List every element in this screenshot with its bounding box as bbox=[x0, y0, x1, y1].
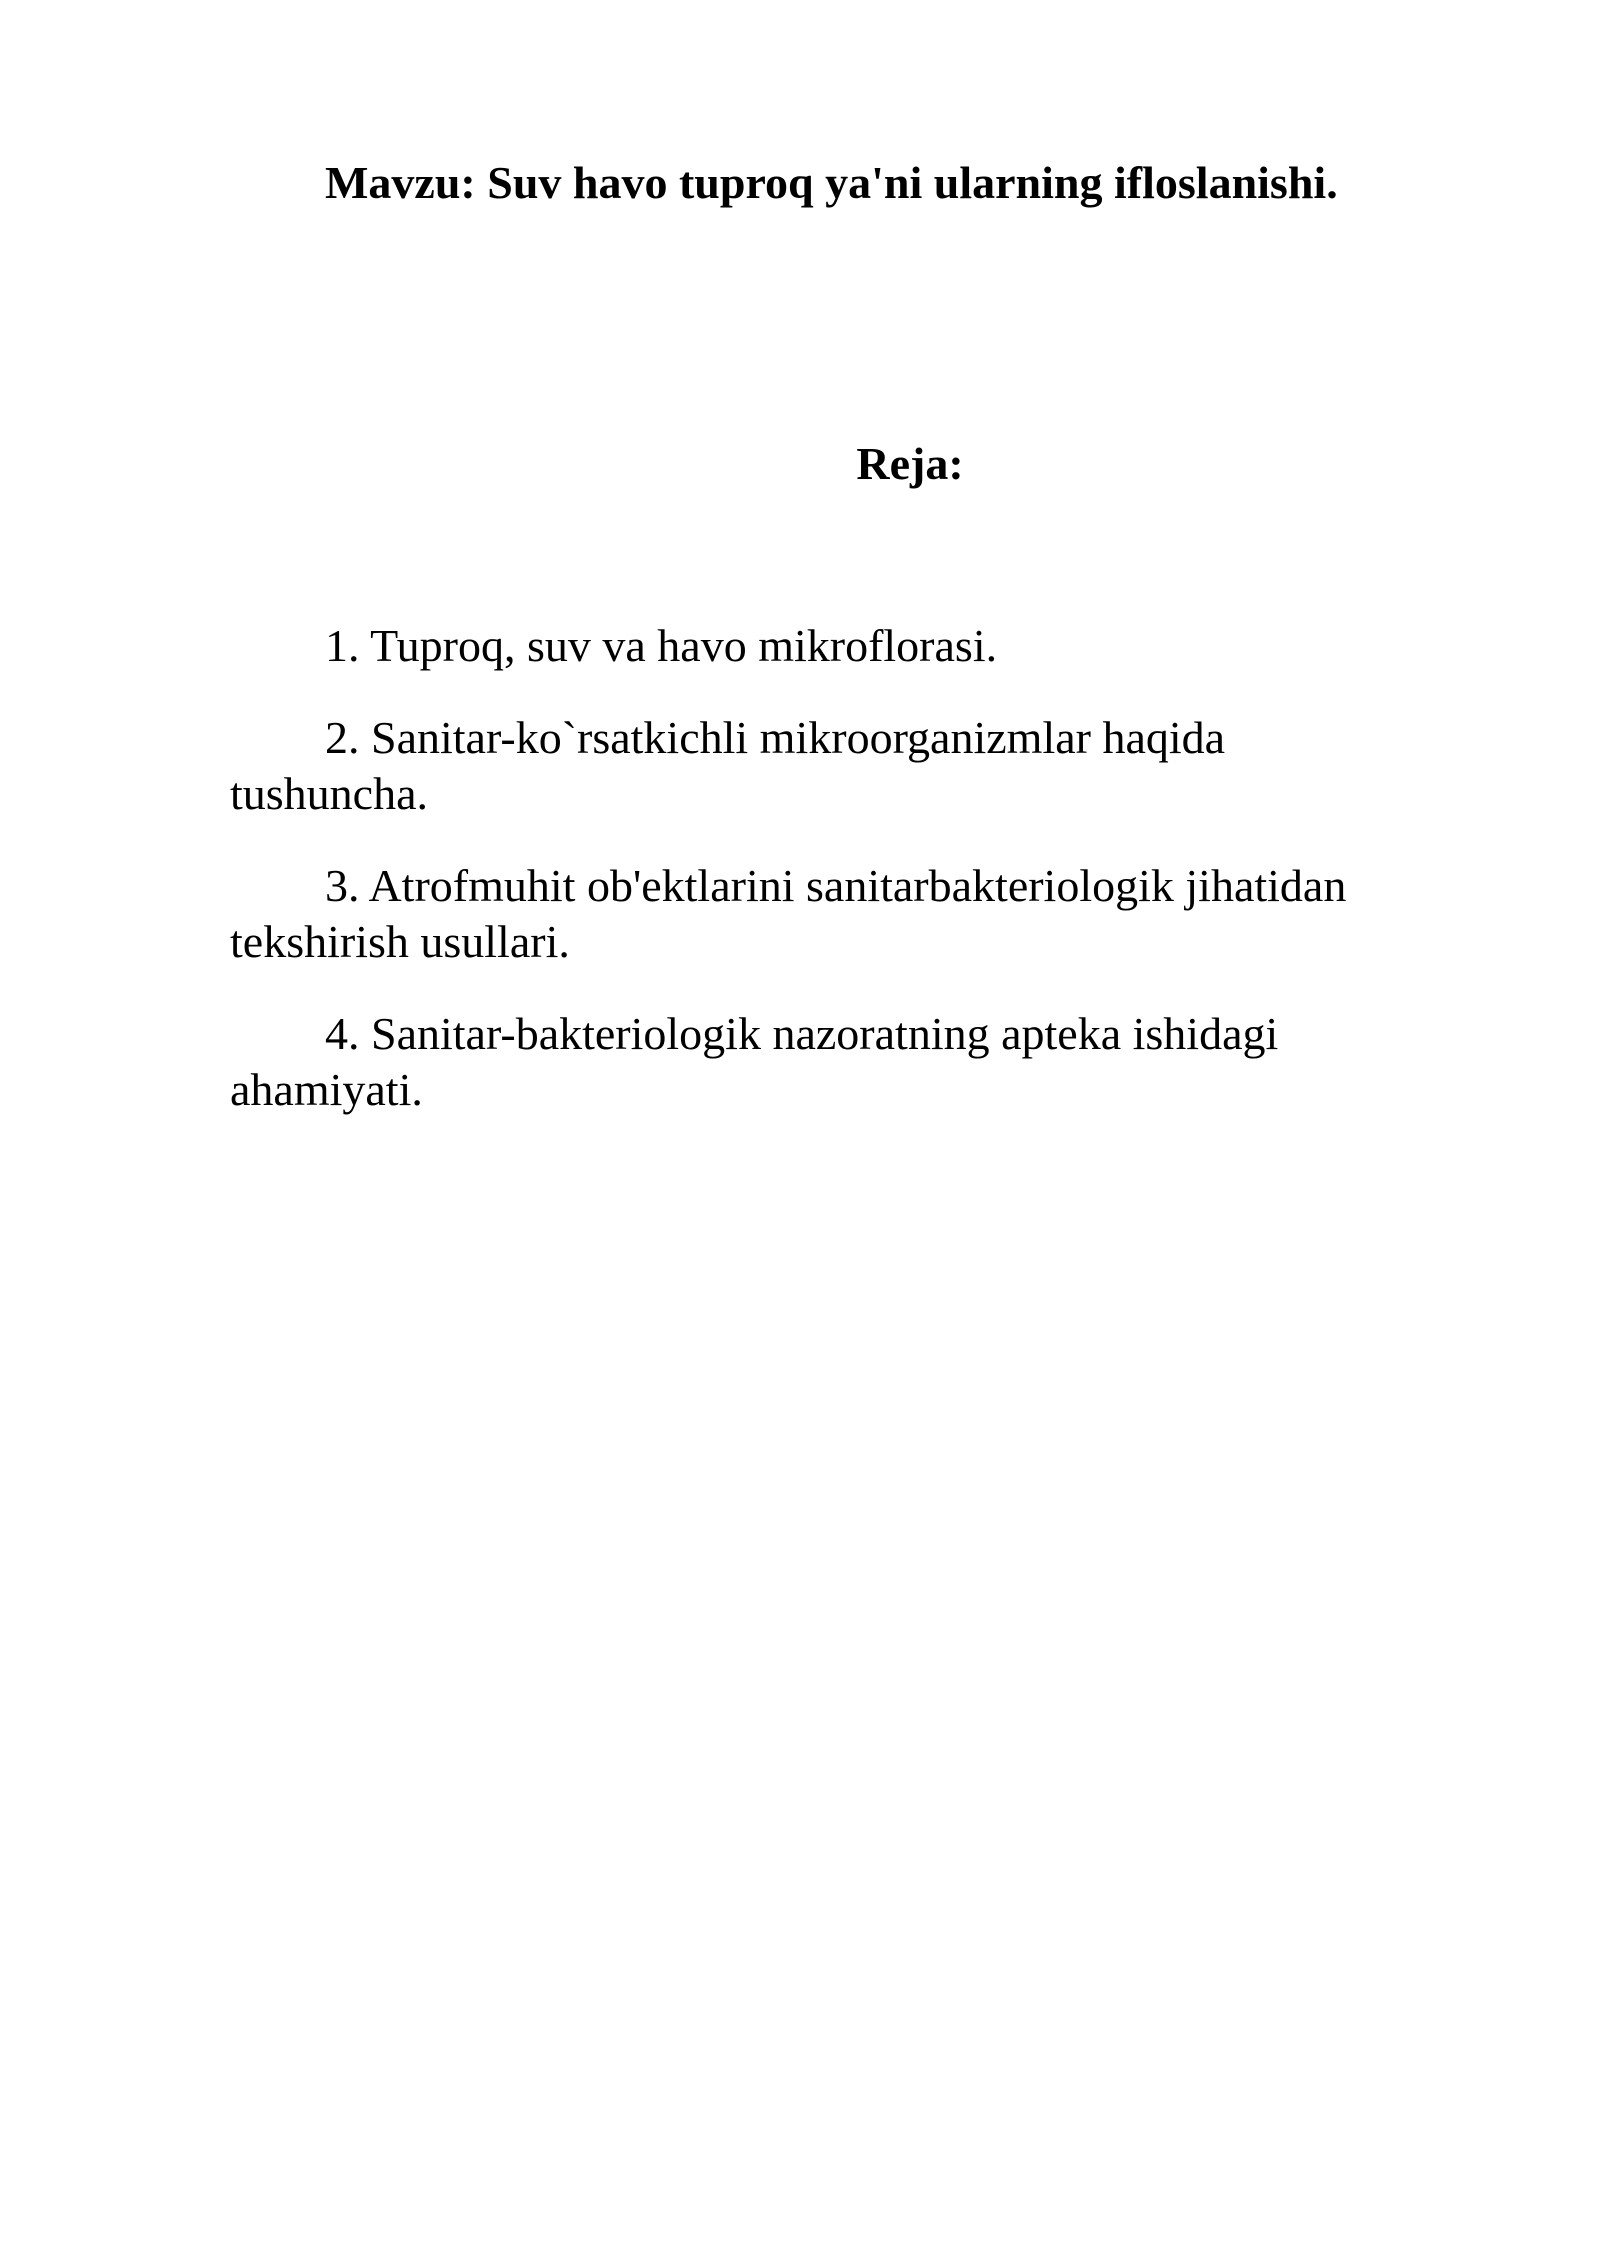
plan-list bbox=[230, 618, 1430, 1154]
plan-item-2: 2. Sanitar-ko`rsatkichli mikroorganizmlar haqida tushuncha. bbox=[230, 712, 1226, 819]
document-title: Mavzu: Suv havo tuproq ya'ni ularning ifloslanishi. bbox=[325, 157, 1338, 208]
plan-item-4: 4. Sanitar-bakteriologik nazoratning apteka ishidagi ahamiyati. bbox=[230, 1008, 1279, 1115]
plan-item-3: 3. Atrofmuhit ob'ektlarini sanitarbakteriologik jihatidan tekshirish usullari. bbox=[230, 860, 1347, 967]
plan-item-1: 1. Tuproq, suv va havo mikroflorasi. bbox=[325, 620, 998, 671]
plan-heading: Reja: bbox=[856, 438, 964, 489]
